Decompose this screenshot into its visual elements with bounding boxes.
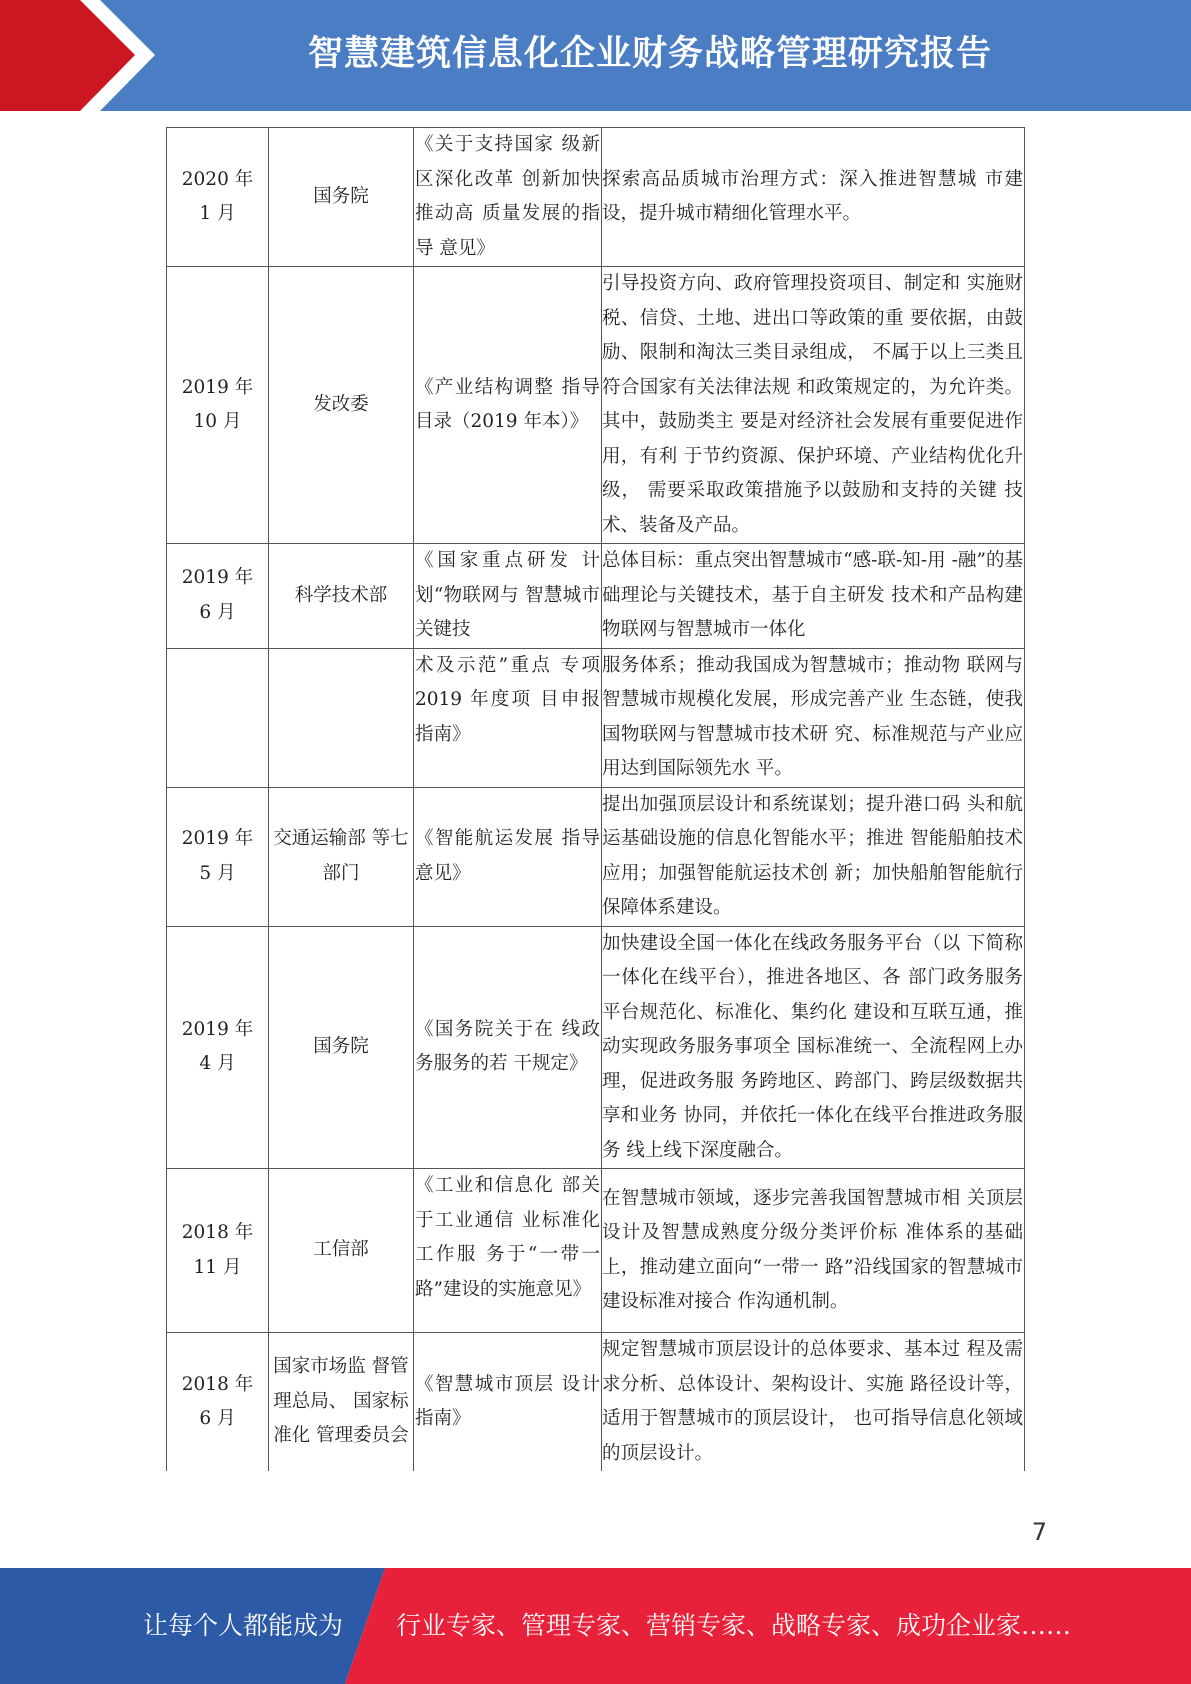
date-month: 1 月 <box>199 203 236 224</box>
date-cell <box>167 267 269 544</box>
document-cell: 《产业结构调整 指导目录（2019 年本）》 <box>414 267 602 544</box>
content-cell: 加快建设全国一体化在线政务服务平台（以 下简称一体化在线平台），推进各地区、各 部门政务服务平台规范化、标准化、集约化 建设和互联互通，推动实现政务服务事项全 国标准统一、全流程网上办理，促进政务服 务跨地区、跨部门、跨层级数据共享和业务 协同，并依托一体化在线平台推进政务服务 线上线下深度融合。 <box>602 926 1025 1169</box>
date-year: 2020 年 <box>181 168 254 190</box>
date-month: 4 月 <box>199 1053 236 1075</box>
table-row <box>167 267 1025 544</box>
table-row <box>167 544 1025 649</box>
date-month: 11 月 <box>193 1256 242 1278</box>
page-number: 7 <box>1031 1518 1047 1546</box>
issuer-cell: 国务院 <box>269 926 414 1169</box>
document-cell: 术及示范”重点 专项 2019 年度项 目申报指南》 <box>414 648 602 787</box>
footer-slogan-left: 让每个人都能成为 <box>143 1611 344 1640</box>
document-cell: 《关于支持国家 级新区深化改革 创新加快推动高 质量发展的指导 意见》 <box>414 128 602 267</box>
table-row <box>167 648 1025 787</box>
document-cell: 《智能航运发展 指导意见》 <box>414 787 602 926</box>
issuer-cell: 国务院 <box>269 128 414 267</box>
page-header <box>0 0 1191 111</box>
issuer-cell: 发改委 <box>269 267 414 544</box>
date-cell <box>167 544 269 649</box>
footer-slogan-right: 行业专家、管理专家、营销专家、战略专家、成功企业家…… <box>396 1611 1072 1640</box>
date-cell <box>167 787 269 926</box>
table-row <box>167 926 1025 1169</box>
document-cell: 《国家重点研发 计划“物联网与 智慧城市关键技 <box>414 544 602 649</box>
date-month: 10 月 <box>193 411 242 432</box>
issuer-cell <box>269 648 414 787</box>
date-year: 2019 年 <box>181 376 254 398</box>
date-year: 2018 年 <box>181 1222 254 1243</box>
document-cell: 《智慧城市顶层 设计指南》 <box>414 1333 602 1472</box>
header-title: 智慧建筑信息化企业财务战略管理研究报告 <box>307 34 992 74</box>
document-cell: 《工业和信息化 部关于工业通信 业标准化工作服 务于“一带一 路”建设的实施意见》 <box>414 1169 602 1333</box>
table-row <box>167 1333 1025 1472</box>
date-year: 2019 年 <box>181 1018 254 1040</box>
issuer-cell: 国家市场监 督管理总局、 国家标准化 管理委员会 <box>269 1333 414 1472</box>
header-arrow-decoration <box>0 0 160 111</box>
issuer-cell: 科学技术部 <box>269 544 414 649</box>
content-cell: 服务体系；推动我国成为智慧城市；推动物 联网与智慧城市规模化发展，形成完善产业 生态链，使我国物联网与智慧城市技术研 究、标准规范与产业应用达到国际领先水 平。 <box>602 648 1025 787</box>
table-row <box>167 787 1025 926</box>
date-year: 2019 年 <box>181 828 254 849</box>
content-cell: 引导投资方向、政府管理投资项目、制定和 实施财税、信贷、土地、进出口等政策的重 要依据，由鼓励、限制和淘汰三类目录组成， 不属于以上三类且符合国家有关法律法规 和政策规定的，为允许类。其中，鼓励类主 要是对经济社会发展有重要促进作用，有利 于节约资源、保护环境、产业结构优化升级， 需要采取政策措施予以鼓励和支持的关键 技术、装备及产品。 <box>602 267 1025 544</box>
issuer-cell: 工信部 <box>269 1169 414 1333</box>
content-cell: 提出加强顶层设计和系统谋划；提升港口码 头和航运基础设施的信息化智能水平；推进 智能船舶技术应用；加强智能航运技术创 新；加快船舶智能航行保障体系建设。 <box>602 787 1025 926</box>
table-row <box>167 128 1025 267</box>
date-year: 2018 年 <box>181 1373 254 1395</box>
content-cell: 总体目标：重点突出智慧城市“感-联-知-用 -融”的基础理论与关键技术，基于自主研发 技术和产品构建物联网与智慧城市一体化 <box>602 544 1025 649</box>
content-cell: 在智慧城市领域，逐步完善我国智慧城市相 关顶层设计及智慧成熟度分级分类评价标 准体系的基础上，推动建立面向“一带一 路”沿线国家的智慧城市建设标准对接合 作沟通机制。 <box>602 1169 1025 1333</box>
content-cell: 规定智慧城市顶层设计的总体要求、基本过 程及需求分析、总体设计、架构设计、实施 路径设计等，适用于智慧城市的顶层设计， 也可指导信息化领域的顶层设计。 <box>602 1333 1025 1472</box>
page-footer <box>0 1568 1191 1684</box>
policy-table-container <box>166 127 1024 1471</box>
date-cell <box>167 1169 269 1333</box>
table-row <box>167 1169 1025 1333</box>
date-cell <box>167 926 269 1169</box>
policy-table <box>166 127 1025 1471</box>
date-month: 5 月 <box>199 862 236 884</box>
date-cell <box>167 128 269 267</box>
document-cell: 《国务院关于在 线政务服务的若 干规定》 <box>414 926 602 1169</box>
date-year: 2019 年 <box>181 567 254 589</box>
date-cell <box>167 648 269 787</box>
content-cell: 探索高品质城市治理方式：深入推进智慧城 市建设，提升城市精细化管理水平。 <box>602 128 1025 267</box>
date-month: 6 月 <box>199 601 236 623</box>
issuer-cell: 交通运输部 等七部门 <box>269 787 414 926</box>
date-month: 6 月 <box>199 1408 236 1429</box>
date-cell <box>167 1333 269 1472</box>
